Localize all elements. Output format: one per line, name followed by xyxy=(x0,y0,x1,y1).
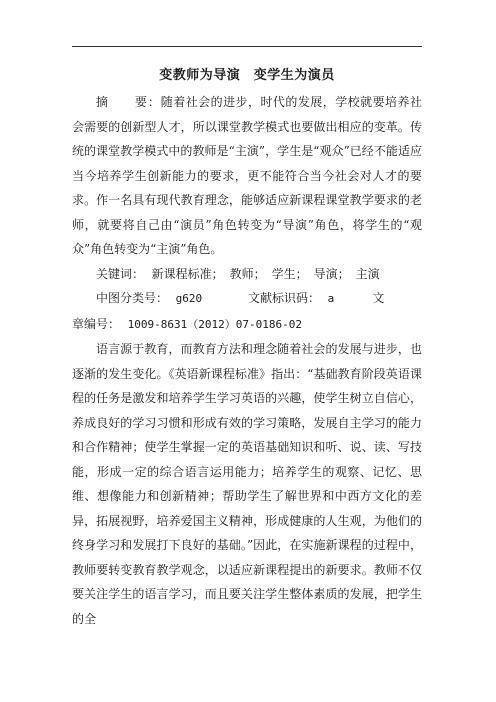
keywords-label: 关键词： xyxy=(96,266,145,281)
body-paragraph: 语言源于教育，而教育方法和理念随着社会的发展与进步，也逐渐的发生变化。《英语新课程标准》指出：“基础教育阶段英语课程的任务是激发和培养学生学习英语的兴趣，使学生树立自信心，养成良好的学习习惯和形成有效的学习策略，发展自主学习的能力和合作精神；使学生掌握一定的英语基础知识和听、说、读、写技能，形成一定的综合语言运用能力；培养学生的观察、记忆、思维、想像能力和创新精神；帮助学生了解世界和中西方文化的差异，拓展视野，培养爱国主义精神，形成健康的人生观，为他们的终身学习和发展打下良好的基础。”因此，在实施新课程的过程中，教师要转变教育教学观念，以适应新课程提出的新要求。教师不仅要关注学生的语言学习，而且要关注学生整体素质的发展，把学生的全 xyxy=(72,342,422,626)
header-rule xyxy=(72,46,422,47)
abstract-label: 摘 要： xyxy=(96,95,161,109)
document-body xyxy=(72,90,422,631)
article-label-part1: 文 xyxy=(372,291,385,305)
article-label-part2: 章编号： xyxy=(72,316,121,331)
page-title: 变教师为导演 变学生为演员 xyxy=(159,68,335,83)
doc-code-value: a xyxy=(327,292,335,305)
abstract-paragraph xyxy=(72,90,422,262)
article-number-row xyxy=(72,312,422,338)
clc-value: g620 xyxy=(175,292,203,305)
keywords-list: 新课程标准； 教师； 学生； 导演； 主演 xyxy=(151,266,380,281)
keywords-row xyxy=(72,262,422,287)
doc-code-label: 文献标识码： xyxy=(247,291,320,305)
clc-label: 中图分类号： xyxy=(96,291,169,305)
abstract-text: 随着社会的进步，时代的发展，学校就要培养社会需要的创新型人才，所以课堂教学模式也要做出相应的变革。传统的课堂教学模式中的教师是“主演”，学生是“观众”已经不能适应当今培养学生创新能力的要求，更不能符合当今社会对人才的要求。作一名具有现代教育理念，能够适应新课程课堂教学要求的老师，就要将自己由“演员”角色转变为“导演”角色，将学生的“观众”角色转变为“主演”角色。 xyxy=(72,95,422,256)
article-number: 1009-8631（2012）07-0186-02 xyxy=(127,317,302,331)
classification-row xyxy=(72,286,422,312)
